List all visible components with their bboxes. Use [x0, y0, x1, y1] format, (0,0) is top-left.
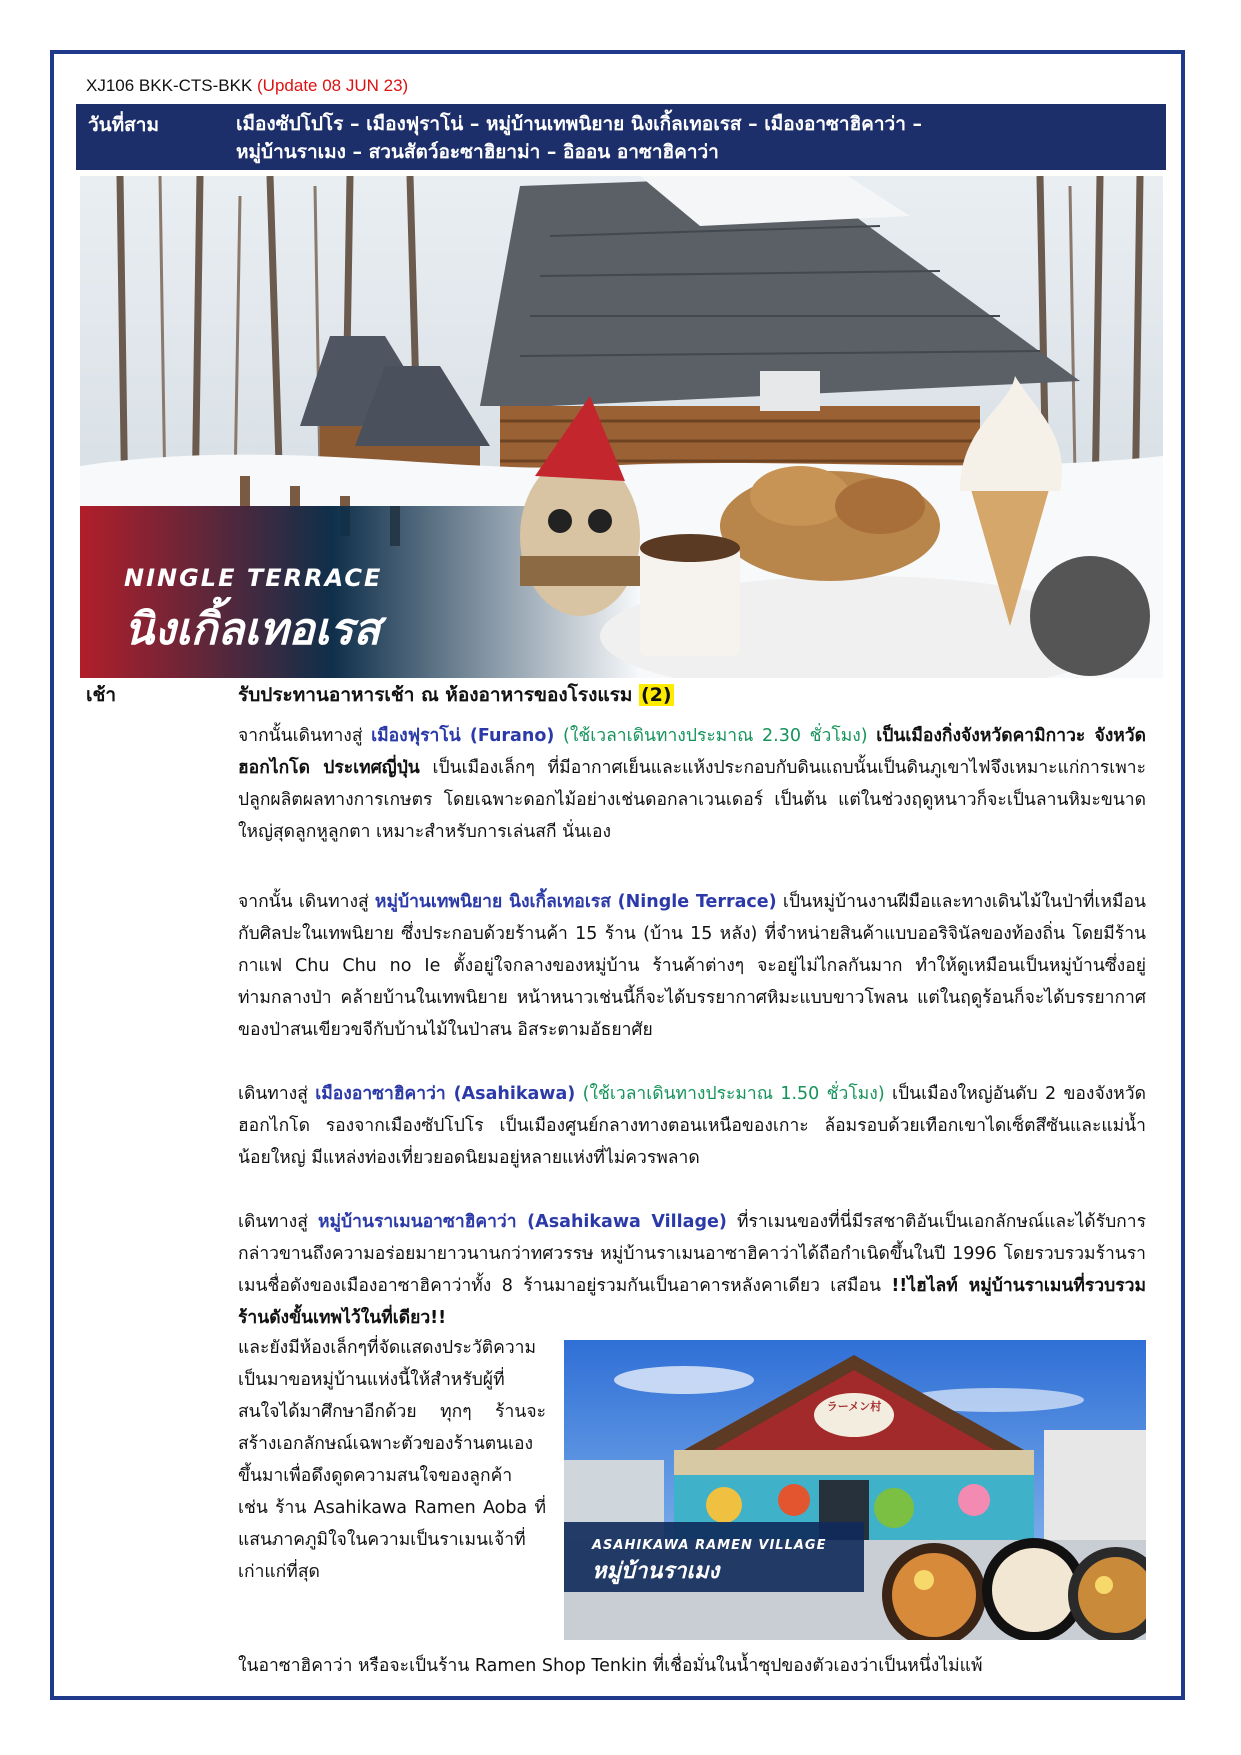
ningle-paragraph — [238, 886, 1146, 1046]
tour-code-text: XJ106 BKK-CTS-BKK — [86, 76, 253, 95]
ramen-building-sign: ラーメン村 — [826, 1400, 882, 1413]
village-intro: เดินทางสู่ — [238, 1212, 318, 1232]
furano-location: เป็นเมืองกิ่งจังหวัดคามิกาวะ จังหวัดฮอกไกโด ประเทศญี่ปุ่น — [238, 726, 1146, 778]
asahikawa-time: (ใช้เวลาเดินทางประมาณ 1.50 ชั่วโมง) — [575, 1084, 885, 1104]
ramen-village-photo — [564, 1340, 1146, 1640]
meal-label: เช้า — [86, 684, 117, 706]
ramen-image-title-en: ASAHIKAWA RAMEN VILLAGE — [592, 1538, 827, 1553]
asahikawa-name: เมืองอาซาฮิคาว่า (Asahikawa) — [315, 1084, 576, 1104]
village-paragraph — [238, 1206, 1146, 1334]
hero-title — [124, 564, 382, 664]
furano-time: (ใช้เวลาเดินทางประมาณ 2.30 ชั่วโมง) — [554, 726, 877, 746]
village-description: ที่ราเมนของที่นี่มีรสชาติอันเป็นเอกลักษณ์และได้รับการกล่าวขานถึงความอร่อยมายาวนานกว่าทศวรรษ หมู่บ้านราเมนอาซาฮิคาว่าได้ถือกำเนิดขึ้นในปี 1996 โดยรวบรวมร้านราเมนชื่อดังของเมืองอาซาฮิคาว่าทั้ง 8 ร้านมาอยู่รวมกันเป็นอาคารหลังคาเดียว เสมือน — [238, 1212, 1146, 1296]
day-route-line2: หมู่บ้านราเมง – สวนสัตว์อะซาฮิยาม่า – อิออน อาซาฮิคาว่า — [236, 141, 719, 163]
village-side-text: และยังมีห้องเล็กๆที่จัดแสดงประวัติความเป็นมาขอหมู่บ้านแห่งนี้ให้สำหรับผู้ที่สนใจได้มาศึกษาอีกด้วย ทุกๆ ร้านจะสร้างเอกลักษณ์เฉพาะตัวของร้านตนเองขึ้นมาเพื่อดึงดูดความสนใจของลูกค้า เช่น ร้าน Asahikawa Ramen Aoba ที่แสนภาคภูมิใจในความเป็นราเมนเจ้าที่เก่าแก่ที่สุด — [238, 1338, 546, 1582]
furano-description: เป็นเมืองเล็กๆ ที่มีอากาศเย็นและแห้งประกอบกับดินแถบนั้นเป็นดินภูเขาไฟจึงเหมาะแก่การเพาะปลูกผลิตผลทางการเกษตร โดยเฉพาะดอกไม้อย่างเช่นดอกลาเวนเดอร์ เป็นต้น แต่ในช่วงฤดูหนาวก็จะเป็นลานหิมะขนาดใหญ่สุดลูกหูลูกตา เหมาะสำหรับการเล่นสกี นั่นเอง — [238, 758, 1146, 842]
asahikawa-intro: เดินทางสู่ — [238, 1084, 316, 1104]
day-route-line1: เมืองซัปโปโร – เมืองฟุราโน่ – หมู่บ้านเทพนิยาย นิงเกิ้ลเทอเรส – เมืองอาซาฮิคาว่า – — [236, 113, 923, 135]
update-date: (Update 08 JUN 23) — [257, 76, 409, 95]
meal-description: รับประทานอาหารเช้า ณ ห้องอาหารของโรงแรม — [238, 684, 633, 706]
hero-title-th: นิงเกิ้ลเทอเรส — [124, 604, 381, 655]
day-label: วันที่สาม — [88, 114, 159, 136]
ramen-image-title-th: หมู่บ้านราเมง — [592, 1559, 720, 1584]
asahikawa-description: เป็นเมืองใหญ่อันดับ 2 ของจังหวัดฮอกไกโด รองจากเมืองซัปโปโร เป็นเมืองศูนย์กลางทางตอนเหนือของเกาะ ล้อมรอบด้วยเทือกเขาไดเซ็ตสึซันและแม่น้ำน้อยใหญ่ มีแหล่งท่องเที่ยวยอดนิยมอยู่หลายแห่งที่ไม่ควรพลาด — [238, 1084, 1146, 1168]
village-last-line: ในอาซาฮิคาว่า หรือจะเป็นร้าน Ramen Shop Tenkin ที่เชื่อมั่นในน้ำซุปของตัวเองว่าเป็นหนึ่งไม่แพ้ — [238, 1656, 983, 1676]
meal-count: (2) — [640, 684, 672, 706]
furano-intro: จากนั้นเดินทางสู่ — [238, 726, 372, 746]
day-route — [236, 110, 1156, 166]
ningle-description: เป็นหมู่บ้านงานฝีมือและทางเดินไม้ในป่าที่เหมือนกับศิลปะในเทพนิยาย ซึ่งประกอบด้วยร้านค้า 15 ร้าน (บ้าน 15 หลัง) ที่จำหน่ายสินค้าแบบออริจินัลของท้องถิ่น โดยมีร้านกาแฟ Chu Chu no Ie ตั้งอยู่ใจกลางของหมู่บ้าน ร้านค้าต่างๆ จะอยู่ไม่ไกลกันมาก ทำให้ดูเหมือนเป็นหมู่บ้านซึ่งอยู่ท่ามกลางป่า คล้ายบ้านในเทพนิยาย หน้าหนาวเช่นนี้ก็จะได้บรรยากาศหิมะแบบขาวโพลน แต่ในฤดูร้อนก็จะได้บรรยากาศของป่าสนเขียวขจีกับบ้านไม้ในป่าสน อิสระตามอัธยาศัย — [238, 892, 1146, 1040]
ningle-intro: จากนั้น เดินทางสู่ — [238, 892, 375, 912]
tour-code — [86, 76, 408, 96]
village-highlight: !!ไฮไลท์ หมู่บ้านราเมนที่รวบรวมร้านดังขั้นเทพไว้ในที่เดียว!! — [238, 1276, 1147, 1328]
meal-text — [238, 680, 674, 710]
furano-paragraph — [238, 720, 1146, 848]
ningle-name: หมู่บ้านเทพนิยาย นิงเกิ้ลเทอเรส (Ningle Terrace) — [374, 892, 777, 912]
hero-title-en: NINGLE TERRACE — [124, 564, 383, 592]
village-name: หมู่บ้านราเมนอาซาฮิคาว่า (Asahikawa Village) — [317, 1212, 727, 1232]
ningle-terrace-photo — [80, 176, 1163, 678]
ramen-village-illustration — [564, 1340, 1146, 1640]
ramen-image-title — [592, 1538, 826, 1588]
day-header-bar — [76, 104, 1166, 170]
furano-name: เมืองฟุราโน่ (Furano) — [371, 726, 555, 746]
asahikawa-paragraph — [238, 1078, 1146, 1174]
